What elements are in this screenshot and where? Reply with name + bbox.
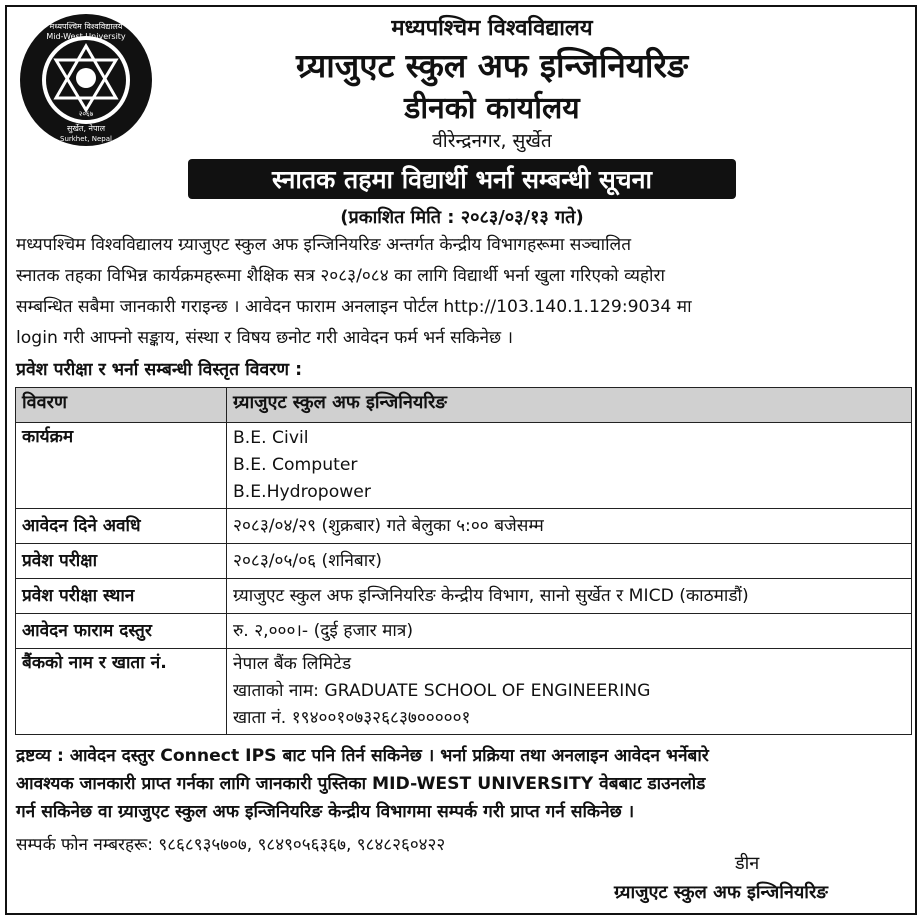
table-row xyxy=(16,509,912,544)
note-line: आवश्यक जानकारी प्राप्त गर्नका लागि जानकारी पुस्तिका MID-WEST UNIVERSITY वेबबाट डाउनलोड xyxy=(16,774,706,794)
intro-paragraph-line: स्नातक तहका विभिन्न कार्यक्रमहरूमा शैक्षिक सत्र २०८३/०८४ का लागि विद्यार्थी भर्ना खुला गरिएको व्यहोरा xyxy=(16,266,665,286)
admission-details-table xyxy=(15,387,912,735)
fee-value: रु. २,०००।- (दुई हजार मात्र) xyxy=(227,614,912,649)
deadline-value: २०८३/०४/२९ (शुक्रबार) गते बेलुका ५:०० बजेसम्म xyxy=(227,509,912,544)
details-heading: प्रवेश परीक्षा र भर्ना सम्बन्धी विस्तृत विवरण : xyxy=(16,360,303,380)
seal-bottom-text-en: Surkhet, Nepal xyxy=(60,135,112,143)
table-row xyxy=(16,614,912,649)
program-item: B.E. Civil xyxy=(233,428,309,448)
account-number: खाता नं. १९४००१०७३२६८३७०००००१ xyxy=(233,708,471,728)
note-line: द्रष्टव्य : आवेदन दस्तुर Connect IPS बाट पनि तिर्न सकिनेछ । भर्ना प्रक्रिया तथा अनलाइन आवेदन भर्नेबारे xyxy=(16,746,709,766)
office-name: डीनको कार्यालय xyxy=(404,91,580,126)
account-name: खाताको नाम: GRADUATE SCHOOL OF ENGINEERING xyxy=(233,681,651,701)
bank-name: नेपाल बैंक लिमिटेड xyxy=(233,654,352,674)
row-label-program: कार्यक्रम xyxy=(16,423,227,509)
note-line: गर्न सकिनेछ वा ग्र्याजुएट स्कुल अफ इन्जिनियरिङ केन्द्रीय विभागमा सम्पर्क गरी प्राप्त गर्न सकिनेछ । xyxy=(16,802,635,822)
signatory-org: ग्र्याजुएट स्कुल अफ इन्जिनियरिङ xyxy=(614,882,828,903)
column-header: ग्र्याजुएट स्कुल अफ इन्जिनियरिङ xyxy=(227,388,912,423)
university-name: मध्यपश्चिम विश्वविद्यालय xyxy=(391,16,593,41)
row-label-exam: प्रवेश परीक्षा xyxy=(16,544,227,579)
notice-header xyxy=(0,0,920,160)
row-label-fee: आवेदन फाराम दस्तुर xyxy=(16,614,227,649)
table-header-row xyxy=(16,388,912,423)
contact-phones: सम्पर्क फोन नम्बरहरू: ९८६८९३५७०७, ९८४९०५६३६७, ९८४८२६०४२२ xyxy=(16,835,446,855)
school-name: ग्र्याजुएट स्कुल अफ इन्जिनियरिङ xyxy=(296,46,688,85)
row-label-deadline: आवेदन दिने अवधि xyxy=(16,509,227,544)
seal-ring-text: Mid-West University xyxy=(46,32,126,41)
table-row xyxy=(16,649,912,735)
program-list xyxy=(227,423,912,509)
seal-bottom-text: सुर्खेत, नेपाल xyxy=(66,124,106,133)
row-label-bank: बैंकको नाम र खाता नं. xyxy=(16,649,227,735)
column-header: विवरण xyxy=(16,388,227,423)
published-date: (प्रकाशित मिति : २०८३/०३/१३ गते) xyxy=(340,207,584,228)
notice-title-banner: स्नातक तहमा विद्यार्थी भर्ना सम्बन्धी सूचना xyxy=(188,159,736,199)
exam-date-value: २०८३/०५/०६ (शनिबार) xyxy=(227,544,912,579)
bank-details xyxy=(227,649,912,735)
intro-paragraph-line: सम्बन्धित सबैमा जानकारी गराइन्छ । आवेदन फाराम अनलाइन पोर्टल http://103.140.1.129:9034 मा xyxy=(16,297,692,317)
table-row xyxy=(16,544,912,579)
program-item: B.E.Hydropower xyxy=(233,482,371,502)
office-location: वीरेन्द्रनगर, सुर्खेत xyxy=(432,130,552,152)
intro-paragraph-line: मध्यपश्चिम विश्वविद्यालय ग्र्याजुएट स्कुल अफ इन्जिनियरिङ अन्तर्गत केन्द्रीय विभागहरूमा सञ्चालित xyxy=(16,235,632,255)
seal-year: २०६७ xyxy=(78,110,94,118)
row-label-venue: प्रवेश परीक्षा स्थान xyxy=(16,579,227,614)
intro-paragraph-line: login गरी आफ्नो सङ्काय, संस्था र विषय छनोट गरी आवेदन फर्म भर्न सकिनेछ । xyxy=(16,328,514,348)
program-item: B.E. Computer xyxy=(233,455,358,475)
seal-top-text: मध्यपश्चिम विश्वविद्यालय xyxy=(49,22,123,31)
table-row xyxy=(16,423,912,509)
venue-value: ग्र्याजुएट स्कुल अफ इन्जिनियरिङ केन्द्रीय विभाग, सानो सुर्खेत र MICD (काठमाडौं) xyxy=(227,579,912,614)
signatory-title: डीन xyxy=(735,853,760,874)
table-row xyxy=(16,579,912,614)
